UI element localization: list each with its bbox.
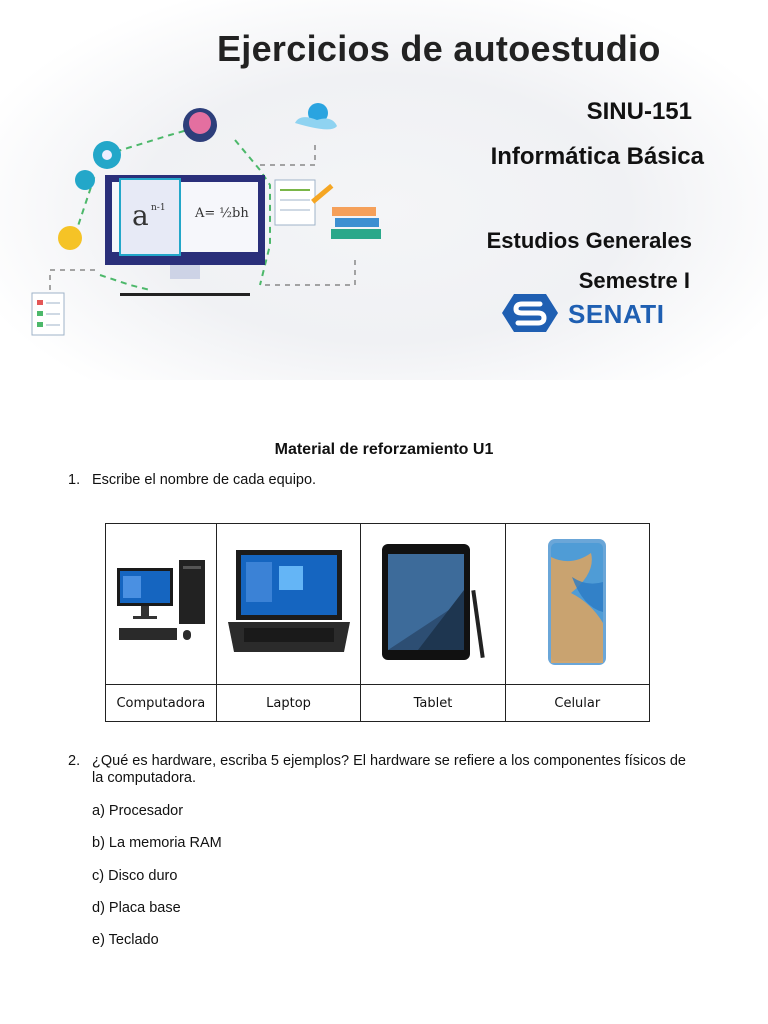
books-icon	[332, 207, 376, 216]
education-illustration	[20, 95, 400, 345]
answer-c: c) Disco duro	[92, 868, 178, 884]
svg-text:A= ½bh: A= ½bh	[195, 206, 249, 221]
semester: Semestre I	[578, 268, 690, 293]
question-1-number: 1.	[68, 472, 81, 488]
notepad-icon	[275, 180, 315, 225]
laptop-image-cell	[216, 524, 361, 685]
devices-table	[105, 523, 650, 722]
device-label-tablet: Tablet	[361, 685, 505, 722]
section-title: Material de reforzamiento U1	[274, 441, 494, 458]
tablet-icon	[378, 540, 488, 664]
smartphone-icon	[542, 537, 612, 667]
svg-text:a: a	[132, 199, 149, 232]
desktop-computer-icon	[113, 554, 209, 650]
study-area: Estudios Generales	[486, 228, 692, 253]
tablet-image-cell	[361, 524, 505, 685]
svg-text:n-1: n-1	[151, 203, 166, 213]
senati-logo-icon	[500, 292, 560, 334]
course-code: SINU-151	[586, 98, 692, 125]
question-2-text: ¿Qué es hardware, escriba 5 ejemplos? El hardware se refiere a los componentes físicos de la computadora.	[92, 753, 686, 786]
device-label-computer: Computadora	[106, 685, 217, 722]
question-2-number: 2.	[68, 753, 81, 769]
answer-b: b) La memoria RAM	[92, 835, 222, 851]
desktop-image-cell	[106, 524, 217, 685]
device-label-laptop: Laptop	[216, 685, 361, 722]
brand-name: SENATI	[568, 299, 665, 329]
lightbulb-icon	[58, 226, 82, 250]
phone-image-cell	[505, 524, 649, 685]
page-title: Ejercicios de autoestudio	[217, 28, 661, 69]
laptop-icon	[224, 544, 354, 660]
answer-d: d) Placa base	[92, 900, 181, 916]
device-label-phone: Celular	[505, 685, 649, 722]
answer-a: a) Procesador	[92, 803, 184, 819]
answer-e: e) Teclado	[92, 932, 159, 948]
question-1-text: Escribe el nombre de cada equipo.	[92, 472, 317, 488]
course-name: Informática Básica	[490, 143, 704, 170]
